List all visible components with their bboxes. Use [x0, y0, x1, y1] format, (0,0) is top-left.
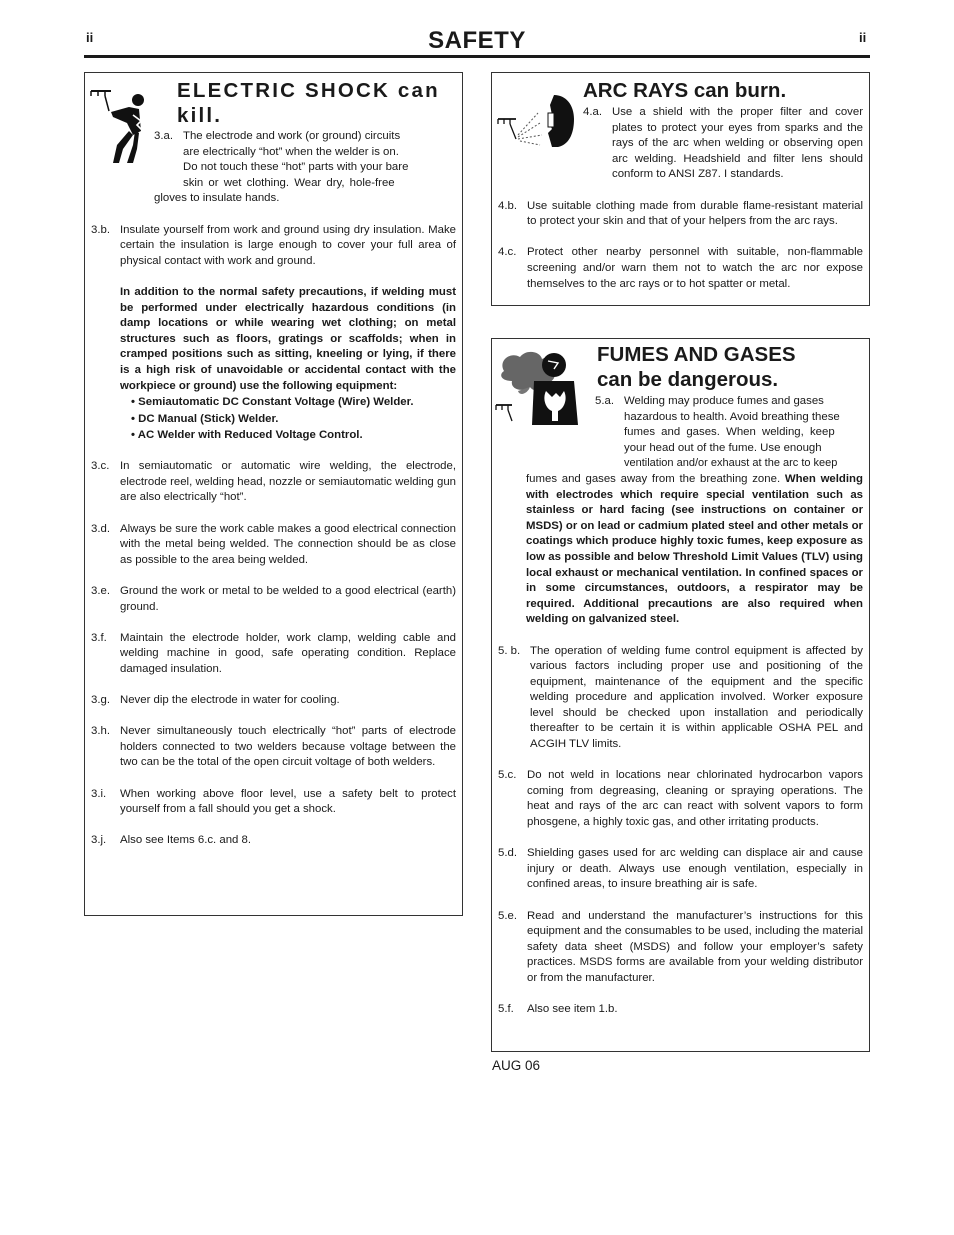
item-number: 3.i. [91, 787, 107, 800]
heading-line-2: kill. [177, 104, 223, 127]
item-number: 3.e. [91, 584, 110, 597]
page-number-left: ii [86, 30, 94, 45]
item-text: Use a shield with the proper filter and cover plates to protect your eyes from sparks and the rays of the arc when welding or observing open arc welding. Headshield and filter lens should conform to ANSI Z87. I standards. [612, 106, 863, 181]
item-number: 5.f. [498, 1003, 514, 1016]
revision-date: AUG 06 [492, 1058, 541, 1073]
item-text: The operation of welding fume control equipment is affected by various factors including proper use and positioning of the equipment, maintenance of the equipment and the specific welding procedure and application involved. Worker exposure level should be checked upon installation and periodically thereafter to be certain it is within applicable OSHA PEL and ACGIH TLV limits. [530, 644, 863, 751]
item-3e [91, 584, 456, 615]
item-number: 3.f. [91, 631, 107, 644]
item-number: 3.j. [91, 834, 107, 847]
item-3b [91, 223, 456, 395]
item-3c [91, 459, 456, 506]
item-number: 5.e. [498, 909, 517, 922]
item-number: 4.c. [498, 246, 517, 259]
item-3d [91, 522, 456, 569]
item-text: Also see Items 6.c. and 8. [120, 834, 252, 847]
item-5f [498, 1002, 863, 1018]
item-5e [498, 909, 863, 987]
item-3h [91, 724, 456, 771]
item-text: Also see item 1.b. [527, 1003, 618, 1016]
item-5a-intro [595, 394, 863, 472]
equipment-bullet: • Semiautomatic DC Constant Voltage (Wire) Welder. [131, 396, 414, 409]
item-number: 3.g. [91, 694, 110, 707]
item-number: 5.c. [498, 769, 517, 782]
item-text: Protect other nearby personnel with suitable, non-flammable screening and/or warn them not to watch the arc nor expose themselves to the arc rays or to hot spatter or metal. [527, 246, 863, 290]
item-5b [498, 644, 863, 753]
electric-shock-section [84, 72, 463, 916]
item-warning-text: In addition to the normal safety precautions, if welding must be performed under electrically hazardous conditions (in damp locations or while wearing wet clothing; on metal structures such as floors, gratings or scaffolds; when in cramped positions such as sitting, kneeling or lying, if there is a high risk of unavoidable or accidental contact with the workpiece or ground) use the following equipment: [120, 285, 456, 392]
page-number-right: ii [859, 30, 867, 45]
item-number: 3.h. [91, 725, 110, 738]
item-text: Read and understand the manufacturer’s instructions for this equipment and the consumables to be used, including the material safety data sheet (MSDS) and follow your employer’s safety practices. MSDS forms are available from your welding distributor or from the manufacturer. [527, 909, 863, 984]
heading-line-1: ELECTRIC SHOCK can [177, 79, 440, 102]
item-number: 4.b. [498, 199, 517, 212]
text-line: hazardous to health. Avoid breathing these [624, 410, 840, 423]
item-text: Ground the work or metal to be welded to a good electrical (earth) ground. [120, 584, 456, 613]
item-number: 3.a. [154, 130, 173, 142]
item-text: Use suitable clothing made from durable flame-resistant material to protect your skin and that of your helpers from the arc rays. [527, 199, 863, 228]
item-3a [154, 129, 456, 207]
equipment-bullet: • AC Welder with Reduced Voltage Control. [131, 429, 363, 442]
heading-line-1: FUMES AND GASES [597, 343, 796, 366]
text-line: your head out of the fume. Use enough [624, 441, 822, 454]
item-text: In semiautomatic or automatic wire welding, the electrode, electrode reel, welding head, nozzle or semiautomatic welding gun are also electrically “hot”. [120, 460, 456, 504]
item-5a-continued [526, 472, 863, 628]
item-number: 3.d. [91, 522, 110, 535]
arc-rays-heading: ARC RAYS can burn. [583, 79, 787, 102]
item-number: 5. b. [498, 644, 521, 657]
text-line: fumes and gases away from the breathing zone. [526, 472, 781, 485]
item-text: Never dip the electrode in water for cooling. [120, 694, 340, 707]
item-text: Always be sure the work cable makes a good electrical connection with the metal being welded. The connection should be as close as possible to the area being welded. [120, 522, 456, 566]
electric-shock-person-icon [89, 79, 149, 167]
text-line: are electrically “hot” when the welder is on. [183, 145, 399, 158]
text-line: gloves to insulate hands. [154, 192, 280, 205]
item-5c [498, 768, 863, 830]
item-text: Insulate yourself from work and ground using dry insulation. Make certain the insulation is large enough to cover your full area of physical contact with work and ground. [120, 223, 456, 267]
item-3j [91, 833, 456, 849]
page-title: SAFETY [428, 27, 526, 54]
item-number: 3.b. [91, 223, 110, 236]
item-warning-text: When welding with electrodes which require special ventilation such as stainless or hard facing (see instructions on container or MSDS) or on lead or cadmium plated steel and other metals or coatings which produce highly toxic fumes, keep exposure as low as possible and below Threshold Limit Values (TLV) using local exhaust or mechanical ventilation. In confined spaces or in some circumstances, outdoors, a respirator may be required. Additional precautions are also required when welding on galvanized steel. [526, 472, 863, 626]
heading-line-2: can be dangerous. [597, 368, 779, 391]
welding-helmet-arc-icon [496, 93, 576, 151]
equipment-bullet: • DC Manual (Stick) Welder. [131, 412, 279, 425]
text-line: skin or wet clothing. Wear dry, hole-free [183, 176, 395, 189]
item-3g [91, 693, 456, 709]
fumes-gases-section [491, 338, 870, 1052]
text-line: Do not touch these “hot” parts with your bare [183, 161, 409, 174]
item-3f [91, 631, 456, 678]
electric-shock-heading [177, 78, 456, 128]
item-5d [498, 846, 863, 893]
item-number: 5.a. [595, 395, 614, 407]
text-line: ventilation and/or exhaust at the arc to keep [624, 457, 838, 470]
arc-rays-section [491, 72, 870, 306]
item-number: 4.a. [583, 106, 602, 118]
text-line: fumes and gases. When welding, keep [624, 426, 835, 439]
item-text: Shielding gases used for arc welding can displace air and cause injury or death. Always use enough ventilation, especially in confined areas, to insure breathing air is safe. [527, 847, 863, 891]
item-3i [91, 787, 456, 818]
title-rule [84, 55, 870, 58]
item-4c [498, 245, 863, 292]
item-text: Never simultaneously touch electrically “hot” parts of electrode holders connected to two welders because voltage between the two can be the total of the open circuit voltage of both welders. [120, 725, 456, 769]
text-line: Welding may produce fumes and gases [624, 395, 824, 407]
item-text: When working above floor level, use a safety belt to protect yourself from a fall should you get a shock. [120, 787, 456, 816]
fumes-heading [597, 342, 863, 392]
text-line: The electrode and work (or ground) circuits [183, 130, 401, 142]
fumes-person-icon [494, 347, 586, 425]
item-text: Maintain the electrode holder, work clamp, welding cable and welding machine in good, safe operating condition. Replace damaged insulation. [120, 631, 456, 675]
item-4a [583, 105, 863, 183]
item-number: 3.c. [91, 460, 110, 473]
item-text: Do not weld in locations near chlorinated hydrocarbon vapors coming from degreasing, cleaning or spraying operations. The heat and rays of the arc can react with solvent vapors to form phosgene, a highly toxic gas, and other irritating products. [527, 769, 863, 829]
item-4b [498, 199, 863, 230]
item-number: 5.d. [498, 847, 517, 860]
